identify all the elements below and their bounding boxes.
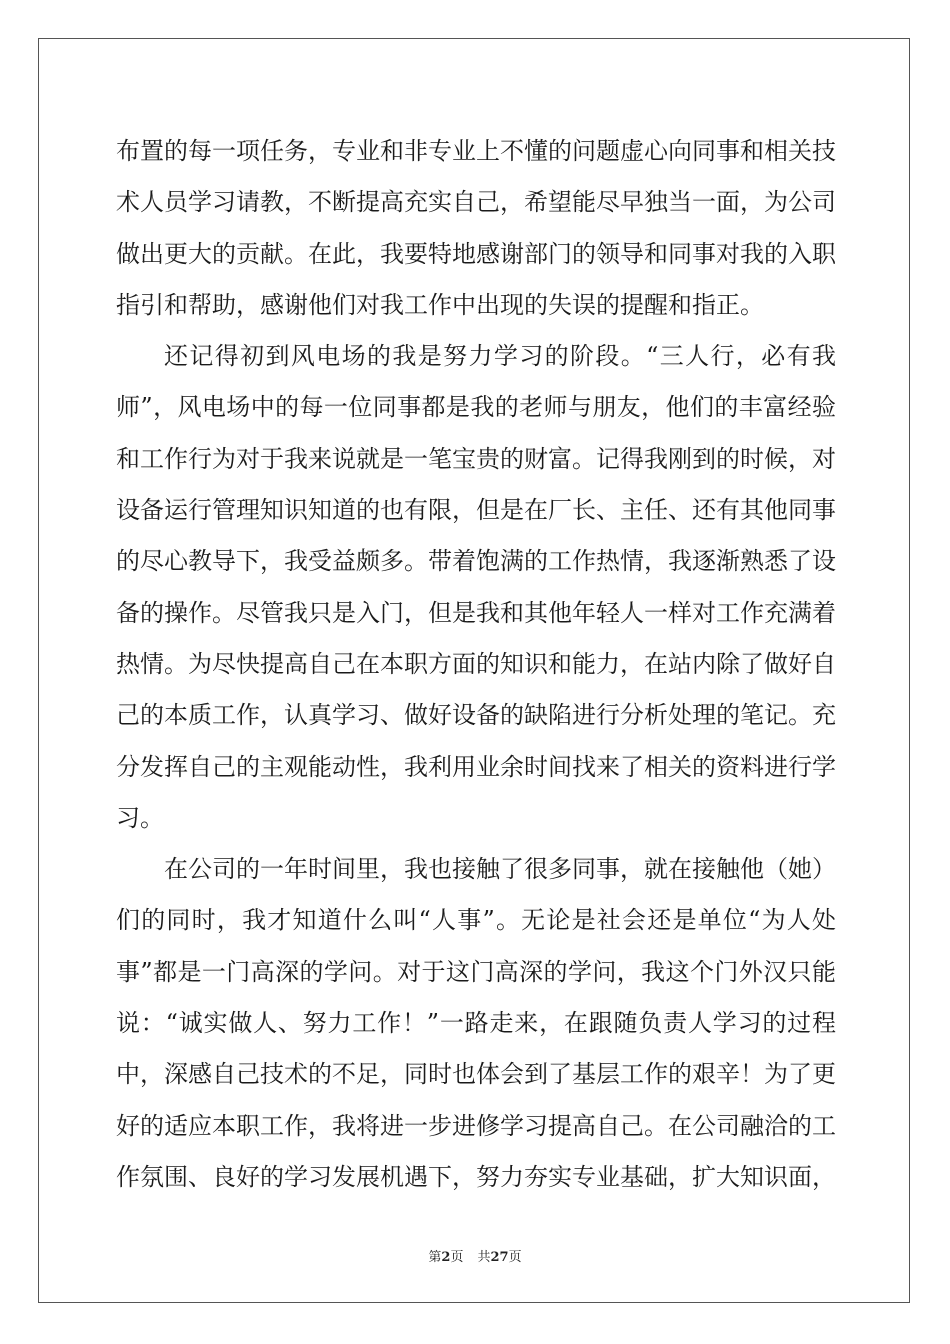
page-number: 第2页 — [428, 1250, 464, 1265]
text-line: 在公司的一年时间里，我也接触了很多同事，就在接触他（她） — [164, 855, 836, 884]
text-line: 师”，风电场中的每一位同事都是我的老师与朋友，他们的丰富经验 — [116, 393, 836, 422]
text-line: 和工作行为对于我来说就是一笔宝贵的财富。记得我刚到的时候，对 — [116, 444, 836, 473]
text-line: 己的本质工作，认真学习、做好设备的缺陷进行分析处理的笔记。充 — [116, 701, 836, 730]
text-line: 好的适应本职工作，我将进一步进修学习提高自己。在公司融洽的工 — [116, 1111, 836, 1140]
text-line: 热情。为尽快提高自己在本职方面的知识和能力，在站内除了做好自 — [116, 649, 836, 678]
text-line: 习。 — [116, 803, 164, 832]
text-line: 设备运行管理知识知道的也有限，但是在厂长、主任、还有其他同事 — [116, 496, 836, 525]
text-line: 分发挥自己的主观能动性，我利用业余时间找来了相关的资料进行学 — [116, 752, 836, 781]
document-body — [116, 126, 836, 1203]
text-line: 说：“诚实做人、努力工作！”一路走来，在跟随负责人学习的过程 — [116, 1009, 836, 1038]
text-line: 指引和帮助，感谢他们对我工作中出现的失误的提醒和指正。 — [116, 290, 764, 319]
text-line: 事”都是一门高深的学问。对于这门高深的学问，我这个门外汉只能 — [116, 957, 836, 986]
text-line: 备的操作。尽管我只是入门，但是我和其他年轻人一样对工作充满着 — [116, 598, 836, 627]
text-line: 作氛围、良好的学习发展机遇下，努力夯实专业基础，扩大知识面， — [116, 1162, 836, 1191]
text-line: 中，深感自己技术的不足，同时也体会到了基层工作的艰辛！为了更 — [116, 1060, 836, 1089]
page-total: 共27页 — [477, 1250, 522, 1265]
text-line: 布置的每一项任务，专业和非专业上不懂的问题虚心向同事和相关技 — [116, 137, 836, 165]
text-line: 做出更大的贡献。在此，我要特地感谢部门的领导和同事对我的入职 — [116, 239, 836, 268]
text-line: 术人员学习请教，不断提高充实自己，希望能尽早独当一面，为公司 — [116, 188, 836, 217]
text-line: 们的同时，我才知道什么叫“人事”。无论是社会还是单位“为人处 — [116, 906, 836, 935]
page-footer — [0, 1248, 950, 1268]
text-line: 的尽心教导下，我受益颇多。带着饱满的工作热情，我逐渐熟悉了设 — [116, 547, 836, 576]
text-line: 还记得初到风电场的我是努力学习的阶段。“三人行，必有我 — [164, 342, 836, 371]
